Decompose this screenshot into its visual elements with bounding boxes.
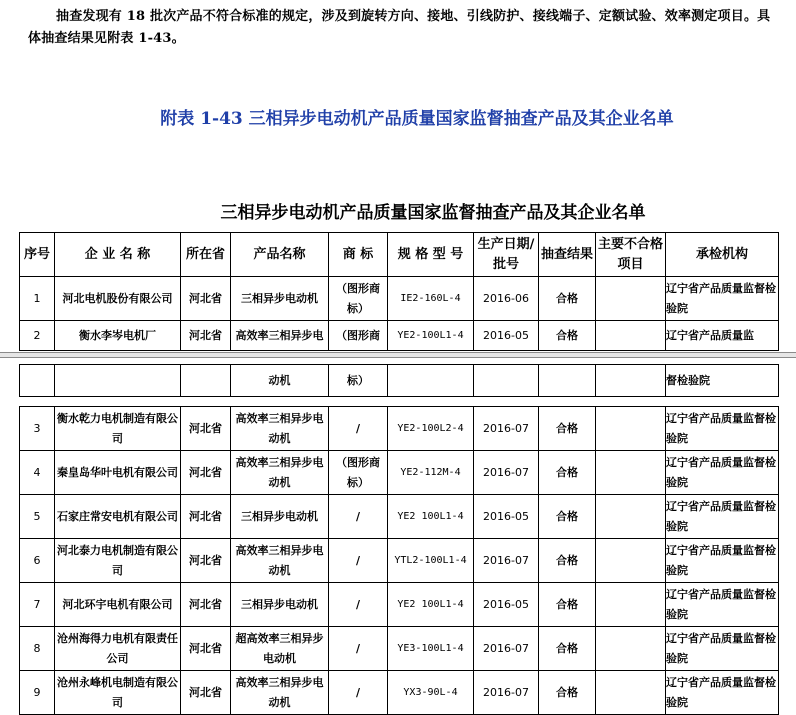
table-title: 三相异步电动机产品质量国家监督抽查产品及其企业名单 — [220, 203, 646, 223]
cell-company: 河北环宇电机有限公司 — [55, 583, 181, 627]
cell-date: 2016-07 — [474, 407, 539, 451]
cell-province: 河北省 — [181, 671, 231, 715]
cell-brand: / — [329, 627, 388, 671]
table-row — [20, 583, 779, 627]
cell-model: YE2 100L1-4 — [388, 583, 474, 627]
cell-model: YX3-90L-4 — [388, 671, 474, 715]
cell-lab: 辽宁省产品质量监督检验院 — [666, 495, 779, 539]
cell-brand: / — [329, 495, 388, 539]
header-date: 生产日期/批号 — [474, 233, 539, 277]
appendix-title: 附表 1-43 三相异步电动机产品质量国家监督抽查产品及其企业名单 — [160, 109, 674, 129]
table-row — [20, 495, 779, 539]
cell-lab: 辽宁省产品质量监督检验院 — [666, 671, 779, 715]
table-row — [20, 451, 779, 495]
header-model: 规 格 型 号 — [388, 233, 474, 277]
cell-product: 高效率三相异步电动机 — [231, 671, 329, 715]
cell-issues — [596, 495, 666, 539]
inspection-table-page1 — [19, 232, 779, 351]
cell-company: 衡水李岑电机厂 — [55, 321, 181, 351]
cell-date: 2016-07 — [474, 671, 539, 715]
cell-issues — [596, 539, 666, 583]
cell-issues — [596, 407, 666, 451]
header-company: 企 业 名 称 — [55, 233, 181, 277]
cell-product: 高效率三相异步电动机 — [231, 539, 329, 583]
table-row — [20, 539, 779, 583]
cell-model: YE2-112M-4 — [388, 451, 474, 495]
cell-date: 2016-05 — [474, 321, 539, 351]
cell-seq: 6 — [20, 539, 55, 583]
continuation-row — [20, 365, 779, 397]
cell-model: YTL2-100L1-4 — [388, 539, 474, 583]
cell-result: 合格 — [539, 451, 596, 495]
cell-issues — [596, 451, 666, 495]
cell-issues — [596, 583, 666, 627]
cell-province: 河北省 — [181, 583, 231, 627]
cell-company: 石家庄常安电机有限公司 — [55, 495, 181, 539]
cell-product: 高效率三相异步电动机 — [231, 407, 329, 451]
cell-date: 2016-05 — [474, 583, 539, 627]
cell-company: 河北泰力电机制造有限公司 — [55, 539, 181, 583]
header-seq: 序号 — [20, 233, 55, 277]
table-row — [20, 407, 779, 451]
cell-issues — [596, 321, 666, 351]
cell-province: 河北省 — [181, 627, 231, 671]
cell-lab: 辽宁省产品质量监督检验院 — [666, 583, 779, 627]
cell-result: 合格 — [539, 539, 596, 583]
cell-seq: 5 — [20, 495, 55, 539]
cell-company: 沧州永峰机电制造有限公司 — [55, 671, 181, 715]
cell-province: 河北省 — [181, 321, 231, 351]
cell-product: 高效率三相异步电动机 — [231, 451, 329, 495]
cell-model: YE3-100L1-4 — [388, 627, 474, 671]
cell-province: 河北省 — [181, 495, 231, 539]
cell-company: 衡水乾力电机制造有限公司 — [55, 407, 181, 451]
table-row — [20, 627, 779, 671]
cell-lab: 辽宁省产品质量监督检验院 — [666, 539, 779, 583]
header-result: 抽查结果 — [539, 233, 596, 277]
cell-seq: 1 — [20, 277, 55, 321]
cell-province: 河北省 — [181, 407, 231, 451]
cell-product: 三相异步电动机 — [231, 277, 329, 321]
cell-result: 合格 — [539, 495, 596, 539]
header-brand: 商 标 — [329, 233, 388, 277]
cell-company: 河北电机股份有限公司 — [55, 277, 181, 321]
table-header-row — [20, 233, 779, 277]
cell-province: 河北省 — [181, 277, 231, 321]
cell-model: YE2-100L2-4 — [388, 407, 474, 451]
cell-seq: 3 — [20, 407, 55, 451]
cell-lab: 辽宁省产品质量监 — [666, 321, 779, 351]
cell-brand: / — [329, 539, 388, 583]
cell-province: 河北省 — [181, 451, 231, 495]
cell-brand: / — [329, 407, 388, 451]
cell-brand: / — [329, 671, 388, 715]
cell-product: 三相异步电动机 — [231, 583, 329, 627]
cell-result: 合格 — [539, 321, 596, 351]
cell-lab: 辽宁省产品质量监督检验院 — [666, 627, 779, 671]
cell-brand: （图形商 — [329, 321, 388, 351]
page-break — [0, 352, 796, 358]
cell-product: 动机 — [231, 365, 329, 397]
cell-lab: 辽宁省产品质量监督检验院 — [666, 451, 779, 495]
cell-date: 2016-06 — [474, 277, 539, 321]
cell-seq: 2 — [20, 321, 55, 351]
intro-paragraph: 抽查发现有 18 批次产品不符合标准的规定，涉及到旋转方向、接地、引线防护、接线端子、定额试验、效率测定项目。具体抽查结果见附表 1-43。 — [28, 9, 771, 46]
cell-result: 合格 — [539, 277, 596, 321]
table-row — [20, 277, 779, 321]
cell-seq: 8 — [20, 627, 55, 671]
cell-result: 合格 — [539, 583, 596, 627]
cell-date: 2016-07 — [474, 627, 539, 671]
cell-brand: / — [329, 583, 388, 627]
cell-brand: 标） — [329, 365, 388, 397]
cell-product: 三相异步电动机 — [231, 495, 329, 539]
cell-model: YE2 100L1-4 — [388, 495, 474, 539]
cell-lab: 辽宁省产品质量监督检验院 — [666, 277, 779, 321]
cell-lab: 督检验院 — [666, 365, 779, 397]
header-lab: 承检机构 — [666, 233, 779, 277]
cell-brand: （图形商标） — [329, 451, 388, 495]
cell-date: 2016-07 — [474, 451, 539, 495]
cell-model: IE2-160L-4 — [388, 277, 474, 321]
cell-issues — [596, 627, 666, 671]
header-issues: 主要不合格项目 — [596, 233, 666, 277]
cell-company: 沧州海得力电机有限责任公司 — [55, 627, 181, 671]
cell-model: YE2-100L1-4 — [388, 321, 474, 351]
cell-issues — [596, 277, 666, 321]
cell-seq: 7 — [20, 583, 55, 627]
cell-result: 合格 — [539, 627, 596, 671]
cell-company: 秦皇岛华叶电机有限公司 — [55, 451, 181, 495]
inspection-table-page2 — [19, 364, 779, 715]
cell-product: 超高效率三相异步电动机 — [231, 627, 329, 671]
cell-product: 高效率三相异步电 — [231, 321, 329, 351]
cell-seq: 9 — [20, 671, 55, 715]
cell-seq: 4 — [20, 451, 55, 495]
cell-result: 合格 — [539, 671, 596, 715]
cell-date: 2016-05 — [474, 495, 539, 539]
header-province: 所在省 — [181, 233, 231, 277]
cell-lab: 辽宁省产品质量监督检验院 — [666, 407, 779, 451]
cell-province: 河北省 — [181, 539, 231, 583]
table-row — [20, 321, 779, 351]
cell-date: 2016-07 — [474, 539, 539, 583]
cell-brand: （图形商标） — [329, 277, 388, 321]
header-product: 产品名称 — [231, 233, 329, 277]
cell-result: 合格 — [539, 407, 596, 451]
